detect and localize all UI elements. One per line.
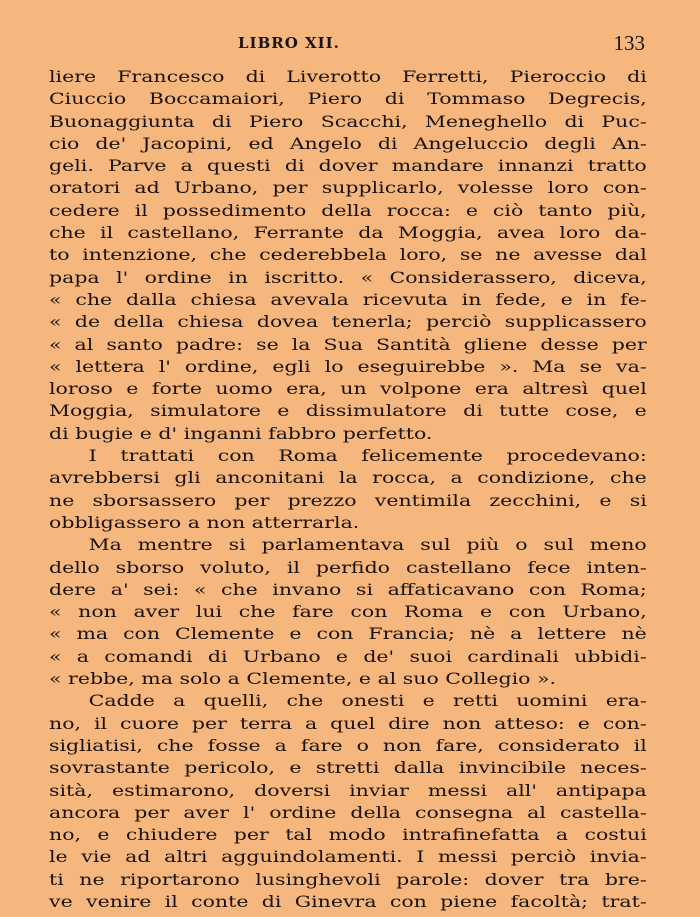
text-line: che il castellano, Ferrante da Moggia, avea loro da- (49, 223, 647, 243)
text-line: sità, estimarono, doversi inviar messi all' antipapa (49, 780, 647, 800)
text-line: no, e chiudere per tal modo intrafinefatta a costui (49, 825, 647, 845)
running-title: LIBRO XII. (238, 34, 340, 52)
text-line: sovrastante pericolo, e stretti dalla invincibile neces- (49, 758, 647, 778)
text-line: « rebbe, ma solo a Clemente, e al suo Collegio ». (49, 669, 557, 689)
text-line: to intenzione, che cederebbela loro, se ne avesse dal (49, 245, 647, 265)
text-line: ne sborsassero per prezzo ventimila zecchini, e si (49, 490, 647, 510)
text-line: « ma con Clemente e con Francia; nè a lettere nè (49, 624, 647, 644)
text-line: « non aver lui che fare con Roma e con Urbano, (49, 602, 647, 622)
text-line: liere Francesco di Liverotto Ferretti, Pieroccio di (49, 67, 647, 86)
text-line: dere a' sei: « che invano si affaticavano con Roma; (49, 579, 647, 599)
text-line: obbligassero a non atterrarla. (49, 512, 360, 532)
text-line: Cadde a quelli, che onesti e retti uomini era- (88, 691, 647, 711)
page-number: 133 (613, 31, 645, 55)
text-line: no, il cuore per terra a quel dire non atteso: e con- (49, 713, 647, 733)
text-line: « che dalla chiesa avevala ricevuta in fede, e in fe- (49, 289, 647, 309)
text-line: avrebbersi gli anconitani la rocca, a condizione, che (49, 468, 647, 488)
text-line: « a comandi di Urbano e de' suoi cardinali ubbidi- (49, 646, 647, 666)
text-line: oratori ad Urbano, per supplicarlo, volesse loro con- (49, 178, 647, 198)
text-line: ti ne riportarono lusinghevoli parole: dover tra bre- (49, 869, 647, 889)
text-line: « de della chiesa dovea tenerla; perciò supplicassero (49, 312, 647, 332)
text-line: geli. Parve a questi di dover mandare innanzi tratto (49, 156, 647, 176)
text-line: ancora per aver l' ordine della consegna al castella- (49, 802, 647, 822)
text-line: « lettera l' ordine, egli lo eseguirebbe ». Ma se va- (49, 356, 647, 376)
text-line: papa l' ordine in iscritto. « Considerassero, diceva, (49, 267, 647, 287)
body-text (49, 66, 647, 913)
text-line: cio de' Jacopini, ed Angelo di Angeluccio degli An- (49, 133, 647, 153)
text-line: le vie ad altri agguindolamenti. I messi perciò invia- (49, 847, 647, 867)
text-line: Ma mentre si parlamentava sul più o sul meno (88, 535, 647, 555)
text-line: I trattati con Roma felicemente procedevano: (88, 446, 647, 466)
text-line: Ciuccio Boccamaiori, Piero di Tommaso Degrecis, (49, 89, 647, 109)
text-line: sigliatisi, che fosse a fare o non fare, considerato il (49, 735, 647, 755)
text-line: dello sborso voluto, il perfido castellano fece inten- (49, 557, 647, 577)
text-line: cedere il possedimento della rocca: e ciò tanto più, (49, 200, 647, 220)
running-head (50, 31, 645, 58)
text-line: Buonaggiunta di Piero Scacchi, Meneghello di Puc- (49, 111, 647, 131)
text-line: « al santo padre: se la Sua Santità gliene desse per (49, 334, 647, 354)
text-line: Moggia, simulatore e dissimulatore di tutte cose, e (49, 401, 647, 421)
text-line: di bugie e d' inganni fabbro perfetto. (49, 423, 433, 443)
text-line: loroso e forte uomo era, un volpone era altresì quel (49, 379, 647, 399)
text-line: ve venire il conte di Ginevra con piene facoltà; trat- (49, 891, 647, 911)
